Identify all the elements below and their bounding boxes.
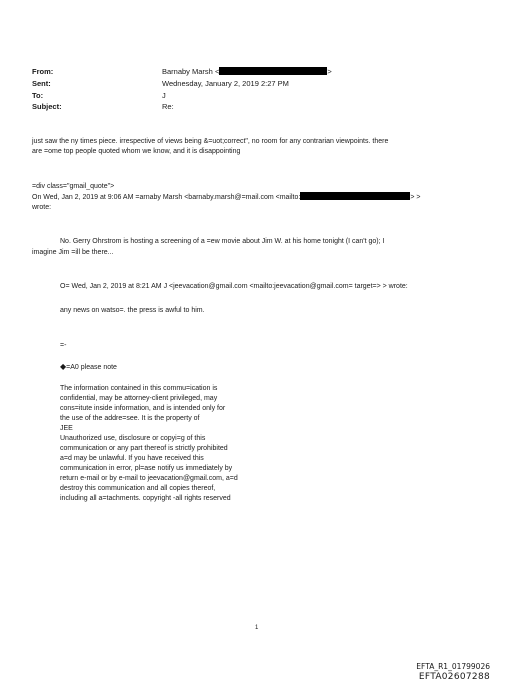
page-number: 1	[255, 625, 259, 631]
from-redaction	[219, 67, 327, 75]
from-value	[162, 67, 332, 76]
disclaimer-line: communication or any part thereof is strictly prohibited	[60, 445, 228, 452]
quote1-redaction	[300, 192, 410, 200]
bates-number-2: EFTA02607288	[418, 672, 490, 682]
sent-label: Sent:	[32, 79, 51, 88]
bates-number-1: EFTA_R1_01799026	[416, 662, 490, 671]
message-line-2: are =ome top people quoted whom we know, and it is disappointing	[32, 148, 241, 155]
quote2-on-line: O= Wed, Jan 2, 2019 at 8:21 AM J <jeevacation@gmail.com <mailto:jeevacation@gmail.com= target=> > wrote:	[60, 283, 408, 290]
disclaimer-line: the use of the addre=see. It is the property of	[60, 415, 200, 422]
signature-note-text: =A0 please note	[66, 364, 117, 371]
to-label: To:	[32, 91, 44, 100]
quote1-on-line	[32, 192, 420, 203]
to-value: J	[162, 91, 166, 100]
subject-value: Re:	[162, 102, 174, 111]
disclaimer-line: cons=itute inside information, and is intended only for	[60, 405, 226, 412]
quote2-body: any news on watso=. the press is awful to him.	[60, 307, 205, 314]
subject-label: Subject:	[32, 102, 62, 111]
quote1-body-line-2: imagine Jim =ill be there...	[32, 249, 114, 256]
disclaimer-line: return e-mail or by e-mail to jeevacation@gmail.com, a=d	[60, 475, 238, 482]
gmail-quote-div: =div class="gmail_quote">	[32, 183, 115, 190]
message-line-1: just saw the ny times piece. irrespective of views being &=uot;correct", no room for any contrarian viewpoints. there	[32, 138, 389, 145]
disclaimer-line: including all a=tachments. copyright -all rights reserved	[60, 495, 231, 502]
quote1-on-suffix: > >	[410, 194, 421, 201]
quote1-on-text: On Wed, Jan 2, 2019 at 9:06 AM =arnaby Marsh <barnaby.marsh@=mail.com <mailto:	[32, 194, 301, 201]
disclaimer-line: a=d may be unlawful. If you have received this	[60, 455, 204, 462]
replacement-char-icon: ◆	[60, 362, 67, 371]
disclaimer-line: communication in error, pl=ase notify us immediately by	[60, 465, 233, 472]
from-bracket: >	[327, 67, 332, 76]
quote1-wrote: wrote:	[32, 204, 52, 211]
sent-value: Wednesday, January 2, 2019 2:27 PM	[162, 79, 289, 88]
disclaimer-line: confidential, may be attorney-client privileged, may	[60, 395, 218, 402]
disclaimer-line: JEE	[60, 425, 73, 432]
signature-note	[60, 362, 117, 373]
disclaimer-line: The information contained in this commu=ication is	[60, 385, 218, 392]
signature-eq: =-	[60, 342, 67, 349]
disclaimer-line: Unauthorized use, disclosure or copyi=g of this	[60, 435, 206, 442]
quote1-body-line-1: No. Gerry Ohrstrom is hosting a screening of a =ew movie about Jim W. at his home tonight (I can't go); I	[60, 238, 385, 245]
from-name: Barnaby Marsh <	[162, 67, 220, 76]
disclaimer-line: destroy this communication and all copies thereof,	[60, 485, 216, 492]
from-label: From:	[32, 67, 54, 76]
